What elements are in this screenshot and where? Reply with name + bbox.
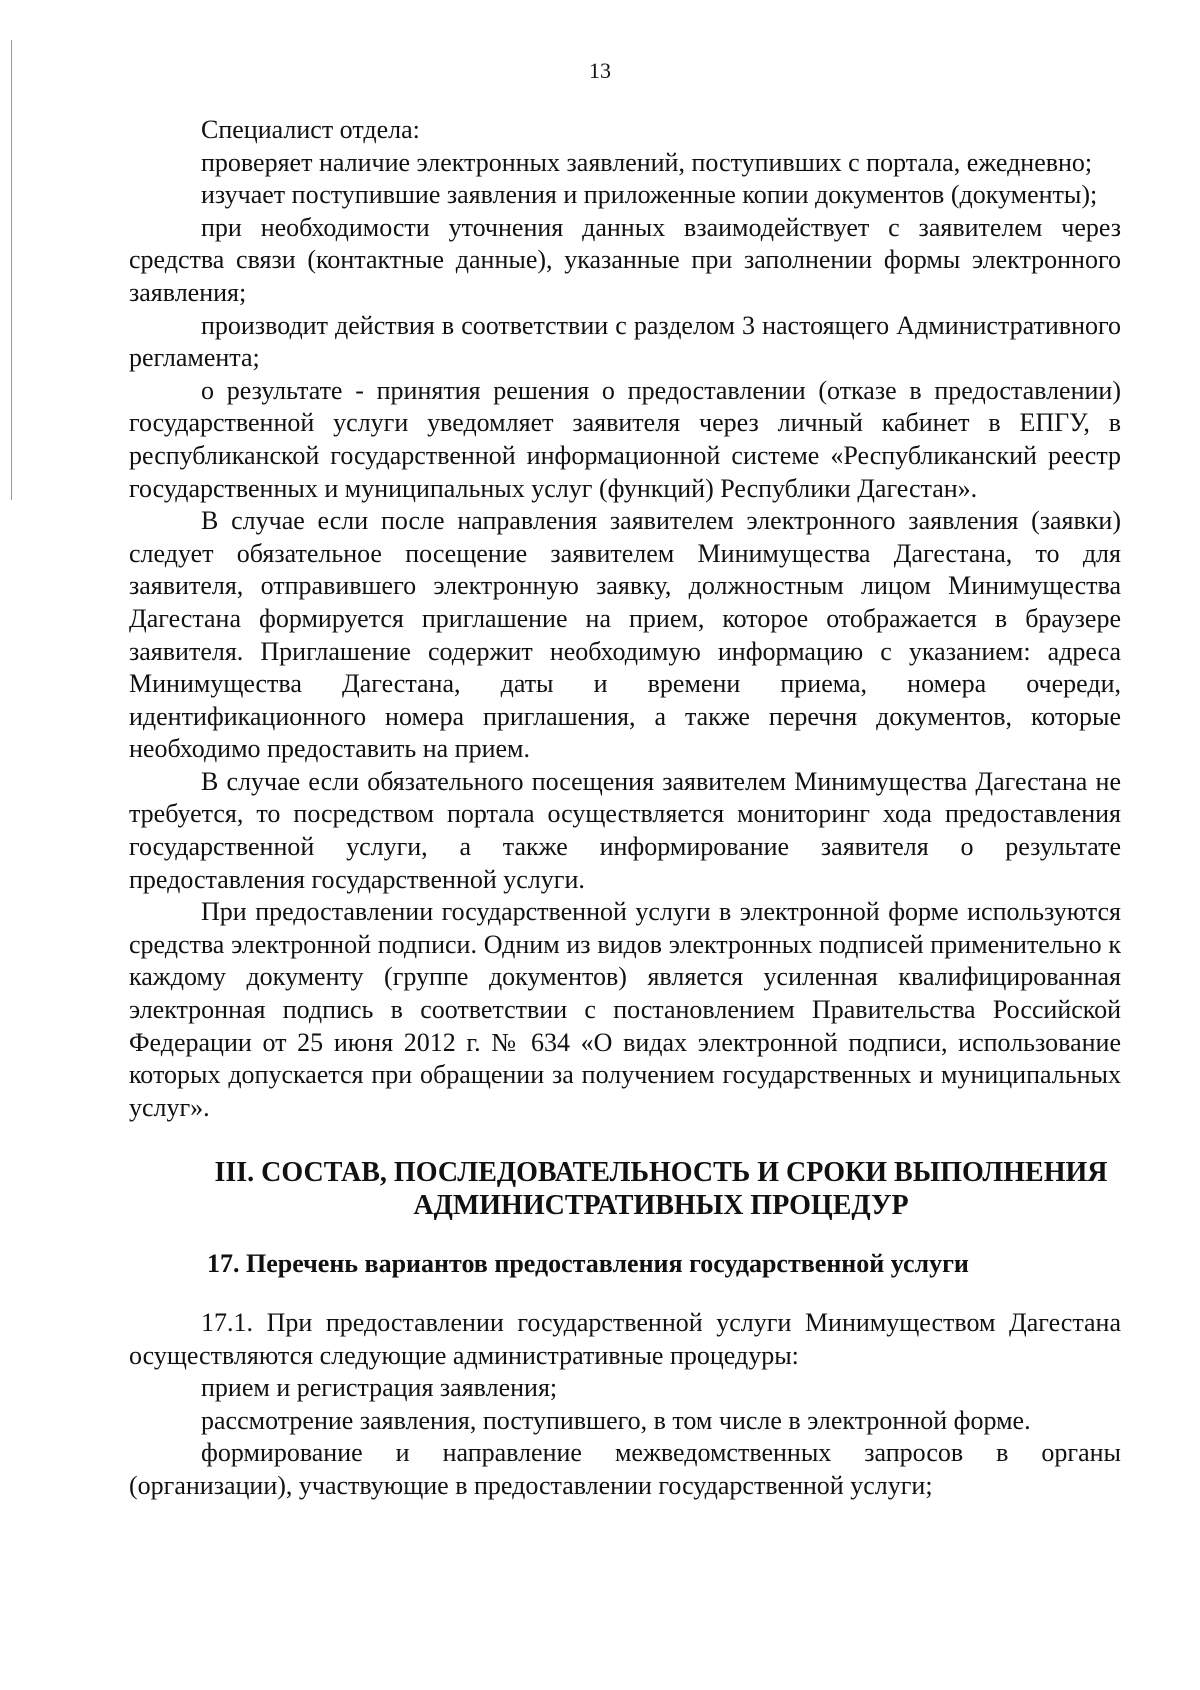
paragraph: при необходимости уточнения данных взаимодействует с заявителем через средства связи (контактные данные), указанные при заполнении формы электронного заявления; xyxy=(129,212,1121,307)
paragraph: формирование и направление межведомственных запросов в органы (организации), участвующие в предоставлении государственной услуги; xyxy=(129,1438,1121,1500)
paragraph: В случае если обязательного посещения заявителем Минимущества Дагестана не требуется, то посредством портала осуществляется мониторинг хода предоставления государственной услуги, а также информирование заявителя о результате предоставления государственной услуги. xyxy=(129,766,1121,894)
paragraph: проверяет наличие электронных заявлений, поступивших с портала, ежедневно; xyxy=(201,147,1093,177)
paragraph: прием и регистрация заявления; xyxy=(201,1373,558,1403)
section-heading-line2: АДМИНИСТРАТИВНЫХ ПРОЦЕДУР xyxy=(413,1190,909,1222)
section-heading-line1: III. СОСТАВ, ПОСЛЕДОВАТЕЛЬНОСТЬ И СРОКИ ВЫПОЛНЕНИЯ xyxy=(214,1157,1108,1189)
scan-edge-line xyxy=(11,40,12,500)
subsection-heading: 17. Перечень вариантов предоставления государственной услуги xyxy=(207,1249,969,1279)
paragraph: о результате - принятия решения о предоставлении (отказе в предоставлении) государственной услуги уведомляет заявителя через личный кабинет в ЕПГУ, в республиканской государственной информационной системе «Республиканский реестр государственных и муниципальных услуг (функций) Республики Дагестан». xyxy=(129,375,1121,503)
paragraph: 17.1. При предоставлении государственной услуги Минимуществом Дагестана осуществляются следующие административные процедуры: xyxy=(129,1308,1121,1370)
section-heading xyxy=(129,1156,1121,1222)
document-body xyxy=(129,114,1121,1503)
paragraph: изучает поступившие заявления и приложенные копии документов (документы); xyxy=(201,180,1098,210)
page-number: 13 xyxy=(589,58,611,83)
paragraph: При предоставлении государственной услуги в электронной форме используются средства электронной подписи. Одним из видов электронных подписей применительно к каждому документу (группе документов) является усиленная квалифицированная электронная подпись в соответствии с постановлением Правительства Российской Федерации от 25 июня 2012 г. № 634 «О видах электронной подписи, использование которых допускается при обращении за получением государственных и муниципальных услуг». xyxy=(129,897,1121,1122)
paragraph: В случае если после направления заявителем электронного заявления (заявки) следует обязательное посещение заявителем Минимущества Дагестана, то для заявителя, отправившего электронную заявку, должностным лицом Минимущества Дагестана формируется приглашение на прием, которое отображается в браузере заявителя. Приглашение содержит необходимую информацию с указанием: адреса Минимущества Дагестана, даты и времени приема, номера очереди, идентификационного номера приглашения, а также перечня документов, которые необходимо предоставить на прием. xyxy=(129,506,1121,764)
paragraph: Специалист отдела: xyxy=(201,115,420,144)
paragraph: рассмотрение заявления, поступившего, в том числе в электронной форме. xyxy=(201,1405,1031,1435)
paragraph: производит действия в соответствии с разделом 3 настоящего Административного регламента; xyxy=(129,310,1121,373)
